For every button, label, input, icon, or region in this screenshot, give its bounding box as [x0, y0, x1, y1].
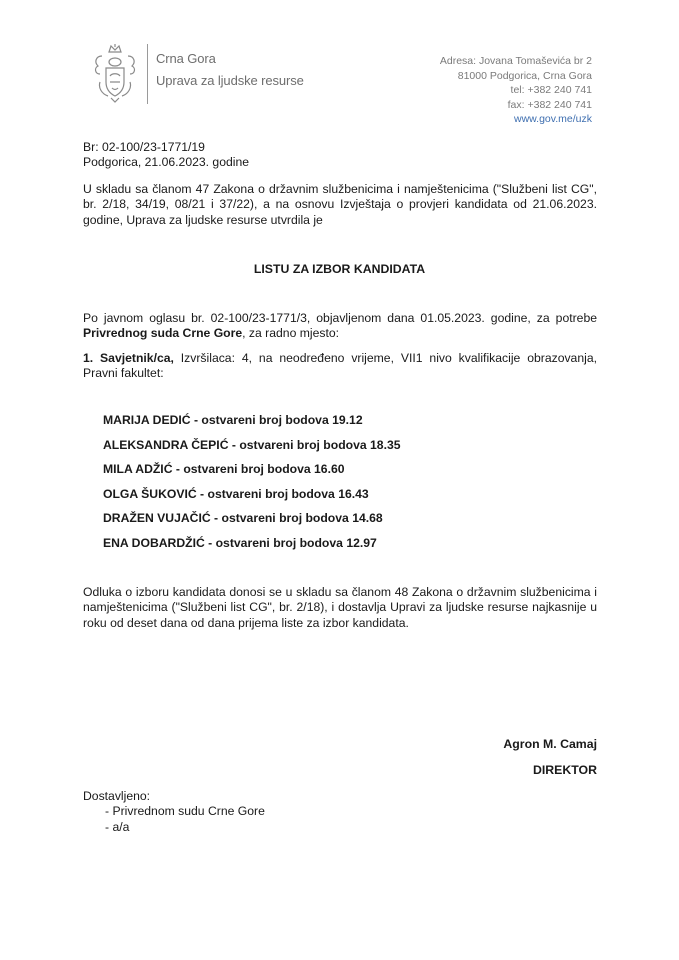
intro-paragraph: U skladu sa članom 47 Zakona o državnim službenicima i namještenicima ("Službeni list CG", br. 2/18, 34/19, 08/21 i 37/22), a na osnovu Izvještaja o provjeri kandidata od 21.06.2023. godine, Uprava za ljudske resurse utvrdila je: [83, 182, 597, 227]
candidate-row: OLGA ŠUKOVIĆ - ostvareni broj bodova 16.43: [103, 486, 369, 501]
employer-name: Privrednog suda Crne Gore: [83, 326, 243, 341]
place-date: Podgorica, 21.06.2023. godine: [83, 155, 250, 170]
candidate-row: ENA DOBARDŽIĆ - ostvareni broj bodova 12.97: [103, 535, 377, 550]
distribution-block: [83, 789, 265, 835]
org-country: Crna Gora: [156, 51, 216, 66]
candidate-row: MILA ADŽIĆ - ostvareni broj bodova 16.60: [103, 462, 345, 476]
coat-of-arms-icon: [92, 42, 138, 104]
signatory-name: Agron M. Camaj: [503, 737, 597, 751]
position-title: 1. Savjetnik/ca,: [83, 351, 174, 365]
website-link[interactable]: www.gov.me/uzk: [514, 113, 592, 125]
telephone: tel: +382 240 741: [510, 84, 592, 96]
logo-divider: [147, 44, 148, 104]
distribution-item: - Privrednom sudu Crne Gore: [105, 804, 265, 819]
position-details: Izvršilaca: 4, na neodređeno vrijeme, VII1 nivo kvalifikacije obrazovanja, Pravni fakultet:: [83, 351, 597, 381]
organization-name: [156, 48, 304, 92]
candidate-row: DRAŽEN VUJAČIĆ - ostvareni broj bodova 14.68: [103, 511, 383, 525]
reference-block: [83, 140, 597, 171]
contact-block: [440, 54, 592, 127]
signatory-role: DIREKTOR: [533, 763, 597, 777]
closing-paragraph: Odluka o izboru kandidata donosi se u skladu sa članom 48 Zakona o državnim službenicima i namještenicima ("Službeni list CG", br. 2/18), i dostavlja Upravi za ljudske resurse najkasnije u roku od deset dana od dana prijema liste za izbor kandidata.: [83, 585, 597, 630]
ad-text-after: , za radno mjesto:: [242, 326, 340, 341]
org-agency: Uprava za ljudske resurse: [156, 73, 304, 88]
candidate-row: ALEKSANDRA ČEPIĆ - ostvareni broj bodova 18.35: [103, 437, 401, 452]
address-line-1: Adresa: Jovana Tomaševića br 2: [439, 55, 592, 67]
candidate-list: [103, 413, 401, 560]
address-line-2: 81000 Podgorica, Crna Gora: [457, 69, 592, 82]
document-title: LISTU ZA IZBOR KANDIDATA: [253, 262, 426, 276]
fax: fax: +382 240 741: [507, 98, 592, 111]
position-paragraph: [83, 351, 597, 382]
candidate-row: MARIJA DEDIĆ - ostvareni broj bodova 19.12: [103, 413, 363, 427]
distribution-list: [83, 804, 265, 835]
distribution-label: Dostavljeno:: [83, 789, 151, 803]
ad-text-before: Po javnom oglasu br. 02-100/23-1771/3, objavljenom dana 01.05.2023. godine, za potrebe: [83, 311, 597, 325]
ad-paragraph: [83, 311, 597, 342]
reference-number: Br: 02-100/23-1771/19: [83, 140, 205, 154]
distribution-item: - a/a: [105, 820, 265, 835]
